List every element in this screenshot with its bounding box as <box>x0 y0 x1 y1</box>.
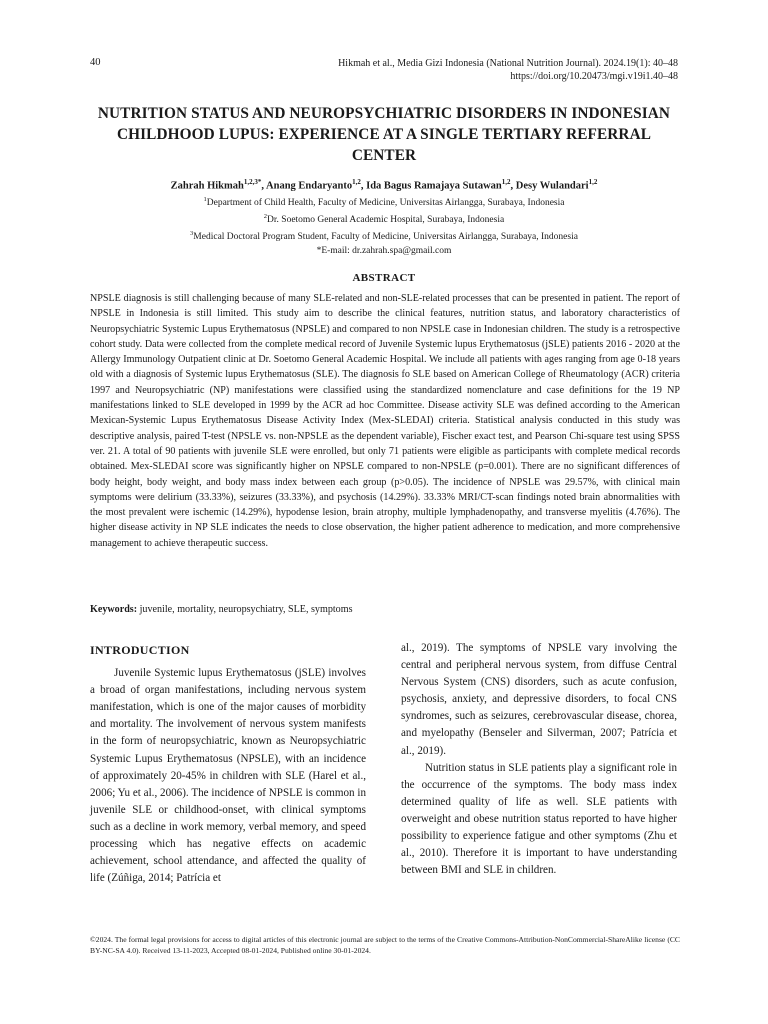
author-name: Ida Bagus Ramajaya Sutawan <box>366 180 502 192</box>
affiliation <box>90 227 678 244</box>
abstract-heading: ABSTRACT <box>352 272 416 284</box>
author-name: Zahrah Hikmah <box>170 180 244 192</box>
left-column <box>90 642 366 887</box>
author-name: Desy Wulandari <box>515 180 589 192</box>
corresponding-email: *E-mail: dr.zahrah.spa@gmail.com <box>316 246 452 257</box>
affiliation-mark: 3 <box>190 230 194 238</box>
doi-link[interactable]: https://doi.org/10.20473/mgi.v19i1.40–48 <box>510 71 678 82</box>
author-separator: , <box>510 180 516 192</box>
body-paragraph: Nutrition status in SLE patients play a significant role in the occurrence of the symptoms. The body mass index determined quality of life as well. SLE patients with overweight and obese nutrition status reported to have higher possibility to experience fatigue and other symptoms (Zhu et al., 2010). Therefore it is important to have understanding between BMI and SLE in children. <box>401 761 677 877</box>
right-column <box>401 640 677 879</box>
running-header <box>338 57 678 83</box>
paper-title: NUTRITION STATUS AND NEUROPSYCHIATRIC DISORDERS IN INDONESIAN CHILDHOOD LUPUS: EXPERIENCE AT A SINGLE TERTIARY REFERRAL CENTER <box>97 105 671 164</box>
keywords <box>90 604 680 615</box>
affiliation-mark: 1 <box>203 196 207 203</box>
affiliation-text: Medical Doctoral Program Student, Faculty of Medicine, Universitas Airlangga, Surabaya, Indonesia <box>193 232 578 243</box>
body-paragraph: Juvenile Systemic lupus Erythematosus (jSLE) involves a broad of organ manifestations, including nervous system manifestation, which is one of the major causes of morbidity and mortality. The involvement of nervous system manifests in the form of neuropsychiatric, known as Neuropsychiatric Systemic Lupus Erythematosus (NPSLE), with an incidence of approximately 20-45% in children with SLE (Harel et al., 2006; Yu et al., 2006). The incidence of NPSLE is common in juvenile SLE or childhood-onset, with clinical symptoms such as a decline in work memory, verbal memory, and speed processing which has negative effects on academic achievement, school attendance, and affected the quality of life (Zúñiga, 2014; Patrícia et <box>90 667 366 885</box>
abstract-body: NPSLE diagnosis is still challenging because of many SLE-related and non-SLE-related processes that can be presented in patient. The report of NPSLE in Indonesia is still limited. This study aim to describe the clinical features, nutrition status, and laboratory characteristics of Neuropsychiatric Systemic Lupus Erythematosus (NPSLE) and compared to non NPSLE case in Indonesian children. The study is a retrospective cohort study. Data were collected from the complete medical record of Juvenile Systemic lupus Erythematosus (jSLE) patients 2016 - 2020 at the Allergy Immunology Outpatient clinic at Dr. Soetomo General Academic Hospital. We include all patients with ages ranging from age 0-18 years old with a diagnosis of Systemic lupus Erythematosus (SLE). The diagnosis fo SLE based on American College of Rheumatology (ACR) criteria 1997 and Neuropsychiatric (NP) manifestations were classified using the standardized nomenclature and case definitions for the 19 NP manifestations linked to SLE developed in 1999 by the ACR ad hoc Committee. Disease activity SLE was defined according to the American Mexican-Systemic Lupus Erythematosus Disease Activity Index (Mex-SLEDAI) criteria. Statistical analysis conducted in this study was descriptive analysis, paired T-test (NPSLE vs. non-NPSLE as the dependent variable), Fischer exact test, and Pearson Chi-square test using SPSS ver. 21. A total of 90 patients with juvenile SLE were enrolled, but only 71 patients were eligible as participants with complete medical records obtained. Mex-SLEDAI score was significantly higher on NPSLE compared to non-NPSLE (p=0.001). There are no significant differences of body height, body weight, and body mass index between each group (p>0.05). The incidence of NPSLE was 29.57%, with clinical main symptoms were delirium (33.33%), seizures (33.33%), and psychosis (14.29%). 33.33% MRI/CT-scan findings noted brain abnormalities with the most prevalent were ischemic (14.29%), hypodense lesion, brain atrophy, multiple lymphadenopathy, and transverse myelitis (4.76%). The higher disease activity in NP SLE indicates the needs to close observation, the higher patient adherence to medication, and more comprehensive management to achieve therapeutic success. <box>90 293 680 549</box>
license-footer: ©2024. The formal legal provisions for access to digital articles of this electronic journal are subject to the terms of the Creative Commons-Attribution-NonCommercial-ShareAlike license (CC BY-NC-SA 4.0). Received 13-11-2023, Accepted 08-01-2024, Published online 30-01-2024. <box>90 935 680 955</box>
author-separator: , <box>261 180 267 192</box>
affiliation-mark: 2 <box>263 213 268 221</box>
author-affiliation-mark: 1,2 <box>352 178 361 186</box>
author-affiliation-mark: 1,2 <box>588 178 598 186</box>
author-separator: , <box>360 180 367 192</box>
affiliation <box>90 193 678 210</box>
author-name: Anang Endaryanto <box>266 180 353 192</box>
keywords-label: Keywords: <box>90 604 138 615</box>
page-number: 40 <box>90 57 101 68</box>
journal-citation: Hikmah et al., Media Gizi Indonesia (National Nutrition Journal). 2024.19(1): 40–48 <box>338 58 678 69</box>
body-paragraph: al., 2019). The symptoms of NPSLE vary involving the central and peripheral nervous system, from diffuse Central Nervous System (CNS) disorders, such as acute confusion, psychosis, anxiety, and depressive disorders, to focal CNS syndromes, such as seizures, cerebrovascular disease, chorea, and myelopathy (Benseler and Silverman, 2007; Patrícia et al., 2019). <box>401 642 677 757</box>
keywords-text: juvenile, mortality, neuropsychiatry, SLE, symptoms <box>137 604 353 615</box>
affiliation-text: Dr. Soetomo General Academic Hospital, Surabaya, Indonesia <box>267 215 505 226</box>
author-affiliation-mark: 1,2,3* <box>243 178 262 186</box>
affiliation-text: Department of Child Health, Faculty of Medicine, Universitas Airlangga, Surabaya, Indonesia <box>206 198 565 209</box>
affiliation <box>90 210 678 227</box>
section-heading-introduction: INTRODUCTION <box>90 643 190 657</box>
affiliation-list <box>90 193 678 258</box>
author-list <box>90 178 678 192</box>
author-affiliation-mark: 1,2 <box>501 178 511 186</box>
